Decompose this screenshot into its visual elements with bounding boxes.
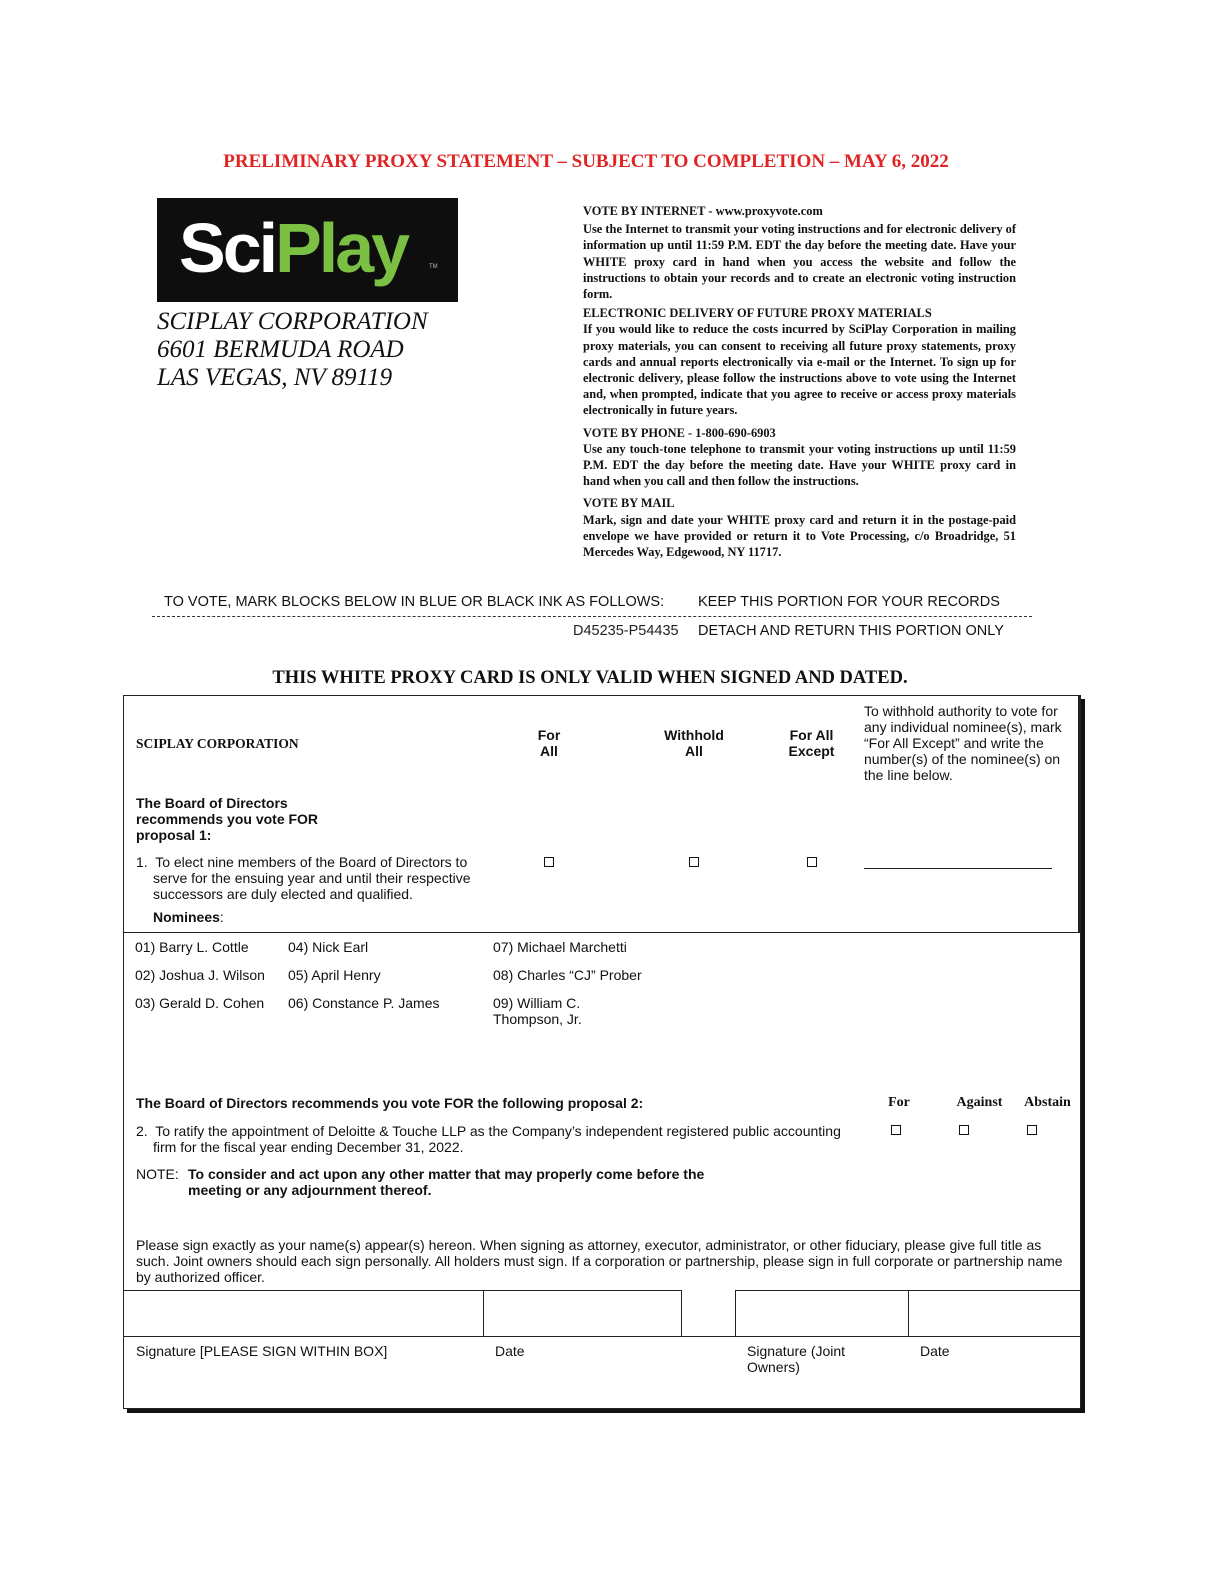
sign-instructions-line: such. Joint owners should each sign personally. All holders must sign. If a corporation or partnership, please sign in full corporate or partnership name	[136, 1253, 1063, 1269]
proposal-1-for-all-except-checkbox[interactable]	[807, 857, 817, 867]
proposal-1-text	[136, 854, 471, 902]
col-header-for-all-except	[779, 727, 844, 759]
note-line: meeting or any adjournment thereof.	[188, 1182, 432, 1198]
sign-instructions-line: by authorized officer.	[136, 1269, 265, 1285]
vote-internet-title: VOTE BY INTERNET - www.proxyvote.com	[583, 204, 823, 218]
col-header-for: For	[888, 1095, 910, 1110]
joint-date-divider	[908, 1290, 909, 1336]
vote-internet-block	[583, 203, 1016, 302]
nominee: 07) Michael Marchetti	[493, 939, 627, 955]
joint-date-label: Date	[920, 1343, 950, 1359]
proposal-2-for-checkbox[interactable]	[891, 1125, 901, 1135]
col-header-for-all	[519, 727, 579, 759]
joint-signature-label-line: Signature (Joint	[747, 1343, 846, 1359]
joint-signature-field[interactable]	[737, 1292, 906, 1334]
address-line: 6601 BERMUDA ROAD	[157, 336, 404, 363]
electronic-delivery-body: If you would like to reduce the costs incurred by SciPlay Corporation in mailing proxy materials, you can consent to receiving all future proxy statements, proxy cards and annual reports electronically via e-mail or the Internet. To sign up for electronic delivery, please follow the instructions above to vote using the Internet and, when prompted, indicate that you agree to receive or access proxy materials electronically in future years.	[583, 322, 1016, 418]
nominee: 08) Charles “CJ” Prober	[493, 967, 642, 983]
col-header-against: Against	[956, 1095, 1003, 1110]
board-recommendation-1	[136, 795, 318, 843]
note-line: To consider and act upon any other matter that may properly come before the	[188, 1166, 705, 1182]
withhold-note	[864, 703, 1062, 783]
proposal-2-line: 2. To ratify the appointment of Deloitte & Touche LLP as the Company’s independent registered public accounting	[136, 1123, 841, 1139]
board-recommendation-2: The Board of Directors recommends you vote FOR the following proposal 2:	[136, 1095, 644, 1111]
nominee-exception-line[interactable]	[864, 868, 1052, 869]
joint-date-field[interactable]	[910, 1292, 1078, 1334]
signature-date-divider	[483, 1290, 484, 1336]
col-header-line: All	[540, 743, 558, 759]
nominee: 02) Joshua J. Wilson	[135, 967, 265, 983]
vote-internet-body: Use the Internet to transmit your voting instructions and for electronic delivery of information up until 11:59 P.M. EDT the day before the meeting date. Have your WHITE proxy card in hand when you access the website and follow the instructions to obtain your records and to create an electronic voting instruction form.	[583, 222, 1016, 302]
board-rec-line: The Board of Directors	[136, 795, 288, 811]
board-rec-line: proposal 1:	[136, 827, 212, 843]
sign-instructions	[136, 1237, 1063, 1285]
electronic-delivery-title: ELECTRONIC DELIVERY OF FUTURE PROXY MATERIALS	[583, 306, 932, 321]
valid-notice: THIS WHITE PROXY CARD IS ONLY VALID WHEN SIGNED AND DATED.	[272, 668, 908, 688]
logo-sci: Sci	[179, 209, 276, 287]
detach-portion-label: DETACH AND RETURN THIS PORTION ONLY	[698, 623, 1004, 639]
vote-phone-body: Use any touch-tone telephone to transmit your voting instructions up until 11:59 P.M. EDT the day before the meeting date. Have your WHITE proxy card in hand when you call and then follow the instructions.	[583, 441, 1016, 489]
nominees-colon: :	[219, 909, 224, 925]
proposal-1-withhold-all-checkbox[interactable]	[689, 857, 699, 867]
proposal-2-abstain-checkbox[interactable]	[1027, 1125, 1037, 1135]
signature-field[interactable]	[126, 1292, 481, 1334]
address-line: SCIPLAY CORPORATION	[157, 308, 428, 335]
withhold-note-line: any individual nominee(s), mark	[864, 719, 1062, 735]
col-header-line: Except	[788, 743, 835, 759]
logo-trademark: TM	[429, 264, 438, 270]
keep-portion-label: KEEP THIS PORTION FOR YOUR RECORDS	[698, 594, 1000, 610]
withhold-note-line: the line below.	[864, 767, 953, 783]
note-label: NOTE:	[136, 1166, 179, 1182]
logo-play: Play	[275, 209, 408, 287]
control-code: D45235-P54435	[573, 623, 679, 639]
col-header-abstain: Abstain	[1024, 1095, 1071, 1110]
card-right-rule	[1078, 696, 1081, 932]
signature-label: Signature [PLEASE SIGN WITHIN BOX]	[136, 1343, 388, 1359]
sign-instructions-line: Please sign exactly as your name(s) appear(s) hereon. When signing as attorney, executor, administrator, or other fiduciary, please give full title as	[136, 1237, 1042, 1253]
vote-mail-title: VOTE BY MAIL	[583, 496, 675, 511]
signature-box-bottom	[124, 1336, 1080, 1337]
card-company-name: SCIPLAY CORPORATION	[136, 736, 299, 751]
proposal-1-line: successors are duly elected and qualified.	[153, 886, 413, 902]
nominee-line: Thompson, Jr.	[493, 1011, 582, 1027]
nominee: 04) Nick Earl	[288, 939, 369, 955]
board-rec-line: recommends you vote FOR	[136, 811, 319, 827]
proxy-card	[123, 695, 1081, 1409]
nominee: 05) April Henry	[288, 967, 381, 983]
joint-signature-label	[747, 1343, 845, 1375]
joint-box-left	[735, 1290, 736, 1336]
proposal-1-for-all-checkbox[interactable]	[544, 857, 554, 867]
vote-mark-instruction: TO VOTE, MARK BLOCKS BELOW IN BLUE OR BLACK INK AS FOLLOWS:	[164, 594, 665, 610]
col-header-withhold-all	[654, 727, 734, 759]
col-header-line: Withhold	[664, 727, 724, 743]
nominees-label-text: Nominees	[153, 909, 220, 925]
nominees-divider	[124, 932, 1080, 933]
nominees-label	[153, 909, 224, 925]
proposal-2-text	[136, 1123, 841, 1155]
joint-signature-label-line: Owners)	[747, 1359, 800, 1375]
date-field[interactable]	[485, 1292, 679, 1334]
vote-phone-title: VOTE BY PHONE - 1-800-690-6903	[583, 425, 776, 440]
nominee-line: 09) William C.	[493, 995, 581, 1011]
vote-mail-body: Mark, sign and date your WHITE proxy card and return it in the postage-paid envelope we have provided or return it to Vote Processing, c/o Broadridge, 51 Mercedes Way, Edgewood, NY 11717.	[583, 512, 1016, 560]
electronic-delivery-block	[583, 305, 1016, 418]
col-header-line: For All	[789, 727, 834, 743]
detach-line	[152, 616, 1032, 617]
date-box-right	[681, 1290, 682, 1336]
preliminary-banner: PRELIMINARY PROXY STATEMENT – SUBJECT TO COMPLETION – MAY 6, 2022	[223, 151, 949, 172]
nominee: 03) Gerald D. Cohen	[135, 995, 265, 1011]
withhold-note-line: “For All Except” and write the	[864, 735, 1044, 751]
company-address	[157, 308, 428, 392]
proposal-2-line: firm for the fiscal year ending December 31, 2022.	[153, 1139, 464, 1155]
sciplay-logo	[157, 198, 458, 302]
date-label: Date	[495, 1343, 525, 1359]
nominee	[493, 995, 582, 1027]
signature-box-top	[124, 1290, 681, 1291]
col-header-line: All	[685, 743, 703, 759]
proposal-1-line: serve for the ensuing year and until their respective	[153, 870, 471, 886]
nominee: 06) Constance P. James	[288, 995, 440, 1011]
note-text	[188, 1166, 704, 1198]
voting-instructions	[583, 203, 1016, 563]
col-header-line: For	[537, 727, 561, 743]
address-line: LAS VEGAS, NV 89119	[157, 364, 393, 391]
proposal-2-against-checkbox[interactable]	[959, 1125, 969, 1135]
proposal-1-line: 1. To elect nine members of the Board of Directors to	[136, 854, 468, 870]
withhold-note-line: number(s) of the nominee(s) on	[864, 751, 1061, 767]
vote-phone-block	[583, 425, 1016, 490]
vote-mail-block	[583, 495, 1016, 560]
nominee: 01) Barry L. Cottle	[135, 939, 249, 955]
withhold-note-line: To withhold authority to vote for	[864, 703, 1058, 719]
